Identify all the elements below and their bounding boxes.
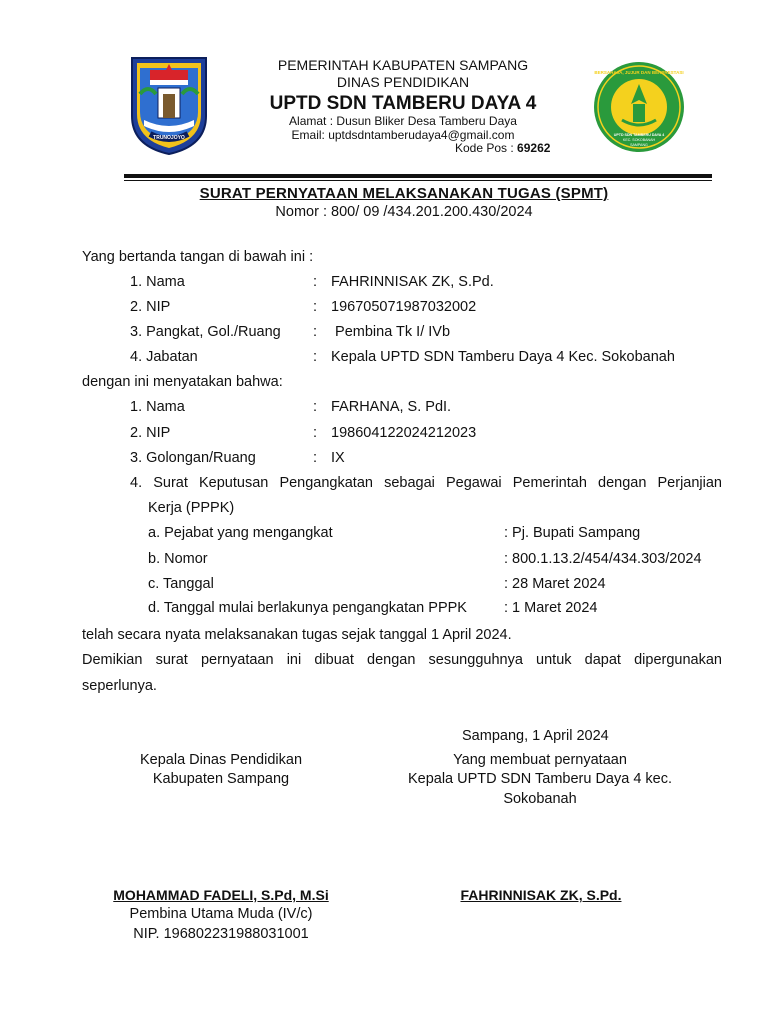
right-signer-title-3: Sokobanah bbox=[503, 791, 577, 807]
signer-colon: : bbox=[313, 349, 318, 365]
intro-line: Yang bertanda tangan di bawah ini : bbox=[82, 249, 314, 265]
document-title: SURAT PERNYATAAN MELAKSANAKAN TUGAS (SPMT) bbox=[199, 185, 609, 202]
right-signer-title-1: Yang membuat pernyataan bbox=[453, 752, 627, 768]
sk-label: c. Tanggal bbox=[148, 576, 214, 592]
signer-value: FAHRINNISAK ZK, S.Pd. bbox=[331, 274, 494, 290]
task-statement: telah secara nyata melaksanakan tugas sejak tanggal 1 April 2024. bbox=[82, 627, 512, 643]
signer-label: 2. NIP bbox=[130, 299, 171, 315]
letterhead-address: Alamat : Dusun Bliker Desa Tamberu Daya bbox=[289, 114, 517, 128]
logo-right-kab: SAMPANG bbox=[630, 143, 648, 147]
sk-label: b. Nomor bbox=[148, 551, 208, 567]
logo-right-name: UPTD SDN TAMBERU DAYA 4 bbox=[613, 133, 665, 137]
employee-label: 1. Nama bbox=[130, 399, 185, 415]
sk-label: d. Tanggal mulai berlakunya pengangkatan PPPK bbox=[148, 600, 467, 616]
employee-value: IX bbox=[331, 450, 345, 466]
signer-colon: : bbox=[313, 324, 318, 340]
signer-label: 1. Nama bbox=[130, 274, 185, 290]
statement-line: dengan ini menyatakan bahwa: bbox=[82, 374, 283, 390]
employee-colon: : bbox=[313, 450, 318, 466]
signer-value: 196705071987032002 bbox=[331, 299, 477, 315]
employee-value: 198604122024212023 bbox=[331, 425, 477, 441]
letterhead-email: Email: uptdsdntamberudaya4@gmail.com bbox=[291, 128, 515, 142]
signer-colon: : bbox=[313, 299, 318, 315]
sk-value: : 800.1.13.2/454/434.303/2024 bbox=[504, 551, 702, 567]
closing-line2: seperlunya. bbox=[82, 678, 157, 694]
signer-label: 3. Pangkat, Gol./Ruang bbox=[130, 324, 281, 340]
left-signer-rank: Pembina Utama Muda (IV/c) bbox=[129, 906, 313, 922]
postal-code-label: Kode Pos : bbox=[455, 141, 518, 155]
letterhead-school-name: UPTD SDN TAMBERU DAYA 4 bbox=[269, 93, 537, 114]
employee-colon: : bbox=[313, 425, 318, 441]
closing-line1: Demikian surat pernyataan ini dibuat dengan sesungguhnya untuk dapat dipergunakan bbox=[82, 652, 722, 668]
letterhead-postal-code bbox=[455, 141, 550, 155]
letterhead-rule-thick bbox=[124, 174, 712, 178]
logo-left-motto: TRUNOJOYO bbox=[153, 135, 185, 141]
signer-value: Pembina Tk I/ IVb bbox=[331, 324, 451, 340]
signer-colon: : bbox=[313, 274, 318, 290]
sk-heading-line1: 4. Surat Keputusan Pengangkatan sebagai Pegawai Pemerintah dengan Perjanjian bbox=[130, 475, 722, 491]
sk-value: : 1 Maret 2024 bbox=[504, 600, 598, 616]
place-date: Sampang, 1 April 2024 bbox=[462, 728, 609, 744]
kabupaten-sampang-logo bbox=[128, 54, 210, 156]
left-signer-name: MOHAMMAD FADELI, S.Pd, M.Si bbox=[113, 887, 329, 903]
logo-right-kec: KEC. SOKOBANAH bbox=[622, 138, 656, 142]
left-signer-title-1: Kepala Dinas Pendidikan bbox=[139, 752, 303, 768]
employee-value: FARHANA, S. PdI. bbox=[331, 399, 452, 415]
left-signer-title-2: Kabupaten Sampang bbox=[152, 771, 290, 787]
document-number: Nomor : 800/ 09 /434.201.200.430/2024 bbox=[275, 204, 533, 220]
sk-label: a. Pejabat yang mengangkat bbox=[148, 525, 333, 541]
postal-code-value: 69262 bbox=[517, 141, 551, 155]
right-signer-title-2: Kepala UPTD SDN Tamberu Daya 4 kec. bbox=[407, 771, 673, 787]
letterhead-government: PEMERINTAH KABUPATEN SAMPANG bbox=[277, 57, 529, 73]
sk-heading-line2: Kerja (PPPK) bbox=[148, 500, 235, 516]
school-emblem-logo bbox=[592, 60, 686, 154]
employee-colon: : bbox=[313, 399, 318, 415]
letterhead-department: DINAS PENDIDIKAN bbox=[336, 74, 470, 90]
right-signer-name: FAHRINNISAK ZK, S.Pd. bbox=[460, 887, 622, 903]
sk-value: : 28 Maret 2024 bbox=[504, 576, 606, 592]
signer-label: 4. Jabatan bbox=[130, 349, 198, 365]
employee-label: 2. NIP bbox=[130, 425, 171, 441]
left-signer-nip: NIP. 196802231988031001 bbox=[133, 926, 309, 942]
logo-right-motto: BERSAHAJA, JUJUR DAN BERPRESTASI bbox=[594, 70, 684, 75]
signer-value: Kepala UPTD SDN Tamberu Daya 4 Kec. Sokobanah bbox=[331, 349, 675, 365]
employee-label: 3. Golongan/Ruang bbox=[130, 450, 256, 466]
letterhead-rule-thin bbox=[124, 180, 712, 181]
sk-value: : Pj. Bupati Sampang bbox=[504, 525, 641, 541]
